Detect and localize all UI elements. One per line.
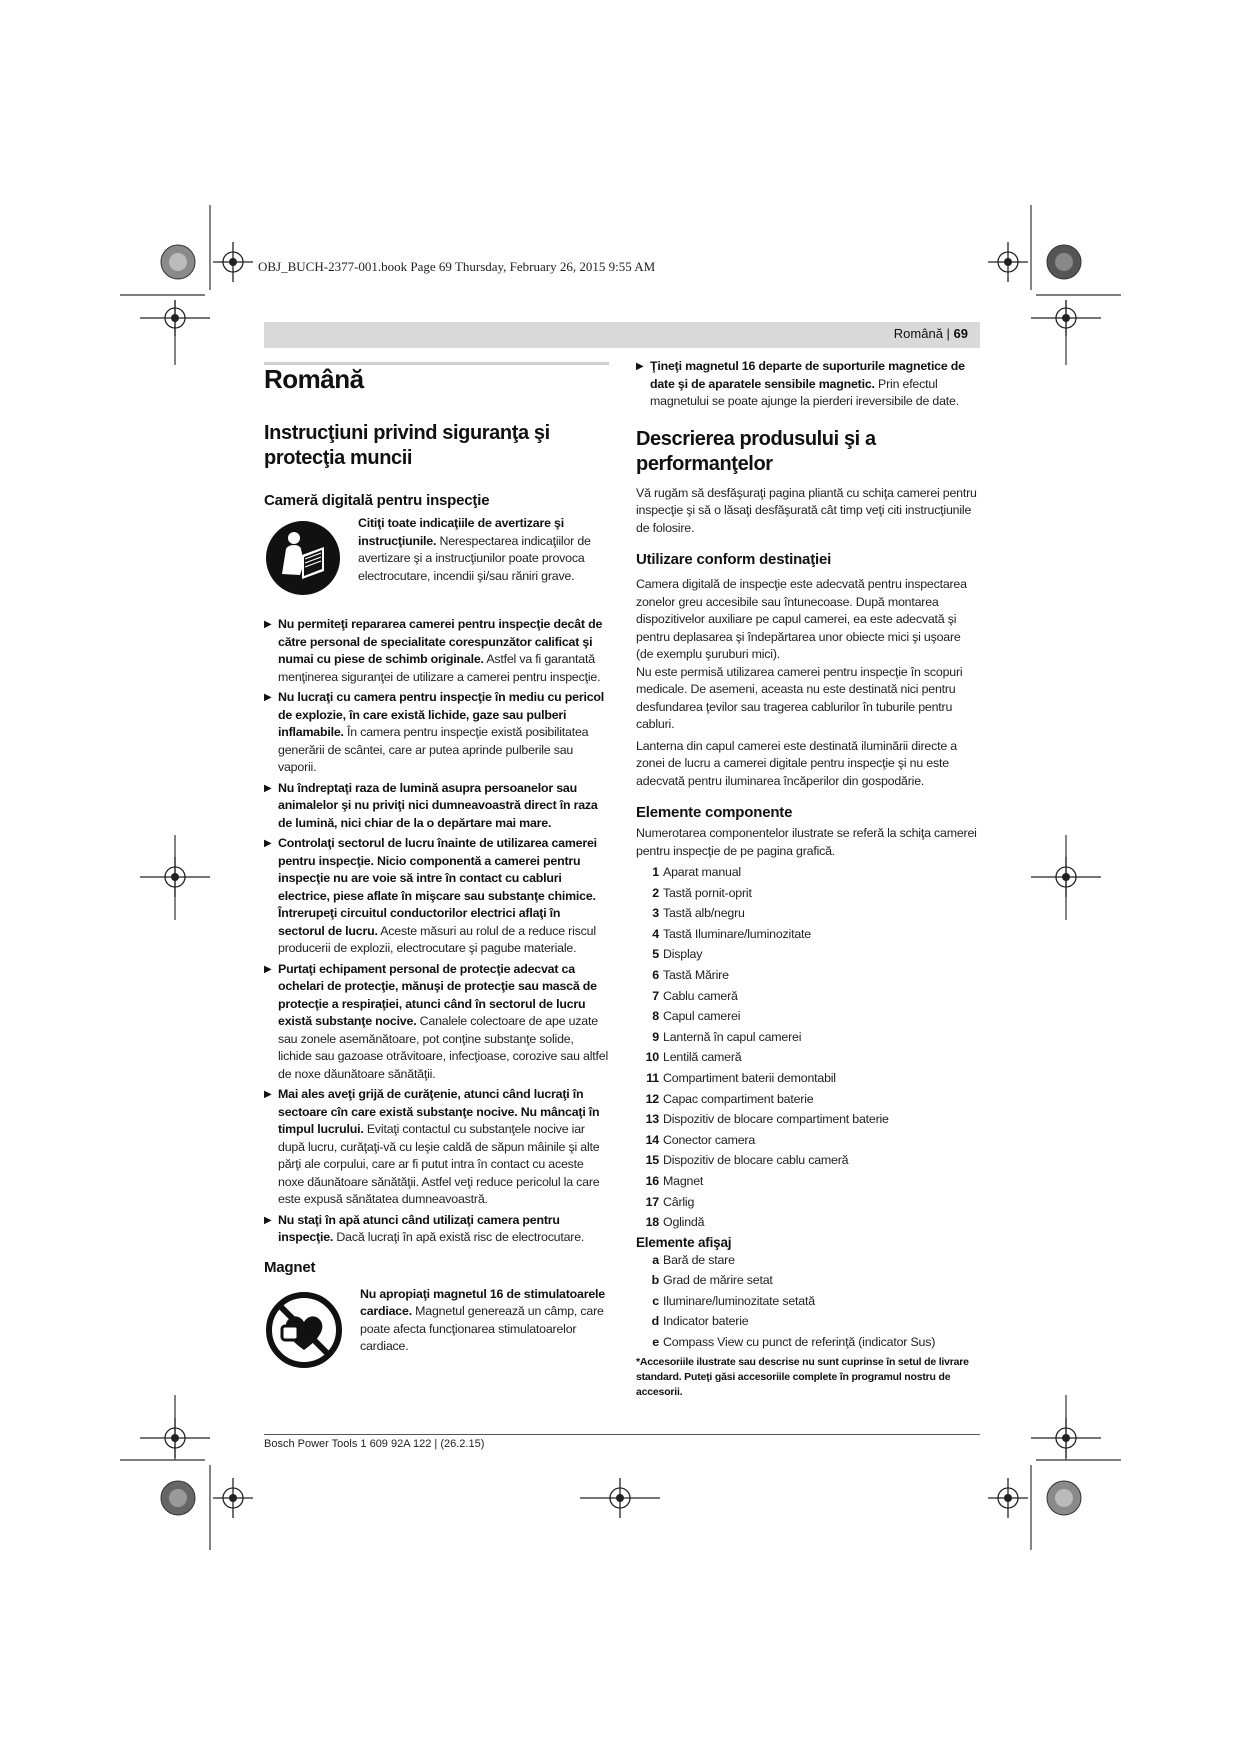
usage-paragraph-3: Lanterna din capul camerei este destinată iluminării directe a zonei de lucru a camerei digitale pentru inspecţie şi nu este adecvată pentru iluminarea încăperilor din gospodărie. <box>636 738 957 788</box>
page-footer: Bosch Power Tools 1 609 92A 122 | (26.2.15) <box>264 1438 485 1450</box>
bullet-arrow-icon: ▶ <box>264 1089 272 1100</box>
bullet-arrow-icon: ▶ <box>264 692 272 703</box>
safety-bullet: ▶ Nu lucraţi cu camera pentru inspecţie în mediu cu pericol de explozie, în care există lichide, gaze sau pulberi inflamabile. În camera pentru inspecţie există posibilitatea generării de scântei, care ar putea aprinde pulberile sau vaporii. <box>264 689 609 777</box>
list-item: d Indicator baterie <box>651 1314 749 1329</box>
components-title: Elemente componente <box>636 804 793 821</box>
read-manual-icon <box>264 515 344 602</box>
magnet-warning-bold: Nu apropiaţi magnetul 16 de stimulatoarele cardiace. <box>360 1286 605 1318</box>
list-item: b Grad de mărire setat <box>651 1273 773 1288</box>
list-item: 13 Dispozitiv de blocare compartiment baterie <box>645 1112 889 1127</box>
usage-title: Utilizare conform destinaţiei <box>636 551 832 568</box>
list-item: 11 Compartiment baterii demontabil <box>646 1070 836 1085</box>
list-item: 18 Oglindă <box>645 1215 705 1230</box>
list-item: 1 Aparat manual <box>652 865 741 879</box>
list-item: 5 Display <box>652 947 703 962</box>
list-item: 16 Magnet <box>645 1173 704 1188</box>
print-header: OBJ_BUCH-2377-001.book Page 69 Thursday, February 26, 2015 9:55 AM <box>258 259 656 274</box>
safety-bullet: ▶ Purtaţi echipament personal de protecţie adecvat ca ochelari de protecţie, mănuşi de protecţie sau mască de protecţie a respiraţiei, atunci când în sectorul de lucru există substanţe nocive. Canalele colectoare de ape uzate sau zonele asemănătoare, pot conţine substanţe solide, lichide sau gazoase otrăvitoare, infecţioase, corozive sau altfel de noxe dăunătoare sănătăţii. <box>264 961 609 1084</box>
no-pacemaker-icon <box>264 1286 360 1375</box>
safety-bullet: ▶ Nu îndreptaţi raza de lumină asupra persoanelor sau animalelor şi nu priviţi nici dumneavoastră direct în raza de lumină, nici chiar de la o depărtare mai mare. <box>264 780 609 833</box>
components-intro: Numerotarea componentelor ilustrate se referă la schiţa camerei pentru inspecţie de pe pagina grafică. <box>636 826 977 858</box>
camera-warning-text: Nerespectarea indicaţiilor de avertizare şi a instrucţiunilor poate provoca electrocutare, incendii şi/sau răniri grave. <box>358 533 591 583</box>
display-list <box>636 1250 981 1353</box>
list-item: 6 Tastă Mărire <box>652 967 729 982</box>
right-column <box>636 359 981 1410</box>
list-item: 15 Dispozitiv de blocare cablu cameră <box>645 1153 849 1168</box>
list-item: e Compass View cu punct de referinţă (indicator Sus) <box>652 1335 936 1350</box>
usage-paragraph-2: Nu este permisă utilizarea camerei pentru inspecţie în scopuri medicale. De asemeni, aceasta nu este destinată nici pentru desfundarea ţevilor sau tragerea cablurilor în tuburile pentru cabluri. <box>636 664 963 731</box>
usage-paragraph-1: Camera digitală de inspecţie este adecvată pentru inspectarea zonelor greu accesibile sau întunecoase. După montarea dispozitivelor auxiliare pe capul camerei, ea este adecvată şi pentru deplasarea şi îndepărtarea unor obiecte mici şi uşoare (de exemplu şuruburi mici). <box>636 577 967 661</box>
bullet-arrow-icon: ▶ <box>636 361 644 372</box>
list-item: 10 Lentilă cameră <box>645 1050 742 1065</box>
safety-bullet: ▶ Mai ales aveţi grijă de curăţenie, atunci când lucraţi în sectoare cîn care există substanţe nocive. Nu mâncaţi în timpul lucrului. Evitaţi contactul cu substanţele nocive iar după lucru, curăţaţi-vă cu leşie caldă de săpun mâinile şi alte părţi ale corpului, care ar fi putut intra în contact cu aceste noxe dăunătoare sănătăţii. Astfel veţi reduce pericolul la care este expusă sănătatea dumneavoastră. <box>264 1086 609 1209</box>
list-item: 9 Lanternă în capul camerei <box>652 1029 802 1044</box>
list-item: 3 Tastă alb/negru <box>652 906 745 921</box>
magnet-warning <box>264 1286 609 1375</box>
bullet-arrow-icon: ▶ <box>264 782 272 794</box>
footer-rule <box>264 1434 980 1435</box>
running-header-language: Română <box>893 326 943 341</box>
list-item: a Bară de stare <box>652 1252 735 1267</box>
description-text: Vă rugăm să desfăşuraţi pagina pliantă cu schiţa camerei pentru inspecţie şi să o lăsaţi desfăşurată cât timp veţi citi instrucţiunile de folosire. <box>636 485 977 535</box>
magnet-title: Magnet <box>264 1258 316 1276</box>
safety-bullets <box>264 616 609 1247</box>
footnote: *Accesoriile ilustrate sau descrise nu sunt cuprinse în setul de livrare standard. Puteţi găsi accesoriile complete în programul nostru de accesorii. <box>636 1355 969 1398</box>
magnet-warning-text: Magnetul generează un câmp, care poate afecta funcţionarea stimulatoarelor cardiace. <box>360 1304 604 1353</box>
list-item: 12 Capac compartiment baterie <box>645 1091 814 1106</box>
safety-bullet: ▶ Nu permiteţi repararea camerei pentru inspecţie decât de către personal de specialitate corespunzător calificat şi numai cu piese de schimb originale. Astfel va fi garantată menţinerea siguranţei de utilizare a camerei pentru inspecţie. <box>264 616 609 686</box>
bullet-arrow-icon: ▶ <box>264 963 272 975</box>
bullet-arrow-icon: ▶ <box>264 619 272 630</box>
camera-warning-bold: Citiţi toate indicaţiile de avertizare şi instrucţiunile. <box>358 516 564 548</box>
list-item: 4 Tastă Iluminare/luminozitate <box>652 926 811 941</box>
camera-warning <box>264 515 609 602</box>
list-item: 2 Tastă pornit-oprit <box>652 885 752 900</box>
left-column <box>264 362 609 1375</box>
display-title: Elemente afişaj <box>636 1234 732 1250</box>
safety-title: Instrucţiuni privind siguranţa şi protecţia muncii <box>264 422 550 469</box>
list-item: 7 Cablu cameră <box>652 988 738 1003</box>
language-title: Română <box>264 364 364 394</box>
camera-title: Cameră digitală pentru inspecţie <box>264 492 490 509</box>
safety-bullet: ▶ Controlaţi sectorul de lucru înainte de utilizarea camerei pentru inspecţie. Nicio componentă a camerei pentru inspecţie nu are voie să intre în contact cu cabluri electrice, piese aflate în mişcare sau substanţe chimice. Întrerupeţi circuitul conductorilor electrici aflaţi în sectorul de lucru. Aceste măsuri au rolul de a reduce riscul producerii de explozii, electrocutare şi pagube materiale. <box>264 835 609 958</box>
safety-bullet: ▶ Nu staţi în apă atunci când utilizaţi camera pentru inspecţie. Dacă lucraţi în apă există risc de electrocutare. <box>264 1212 609 1247</box>
page-number: 69 <box>953 326 968 341</box>
running-header: Română | 69 <box>264 322 980 348</box>
list-item: 14 Conector camera <box>645 1132 756 1147</box>
components-list <box>636 862 981 1233</box>
list-item: c Iluminare/luminozitate setată <box>652 1293 815 1308</box>
list-item: 8 Capul camerei <box>652 1009 741 1024</box>
bullet-arrow-icon: ▶ <box>264 838 272 849</box>
magnet-data-bullet: ▶ Ţineţi magnetul 16 departe de suporturile magnetice de date şi de aparatele sensibile magnetic. Prin efectul magnetului se poate ajunge la pierderi ireversibile de date. <box>636 358 981 411</box>
list-item: 17 Cârlig <box>645 1194 695 1209</box>
bullet-arrow-icon: ▶ <box>264 1214 272 1226</box>
description-title: Descrierea produsului şi a performanţelor <box>636 427 876 475</box>
